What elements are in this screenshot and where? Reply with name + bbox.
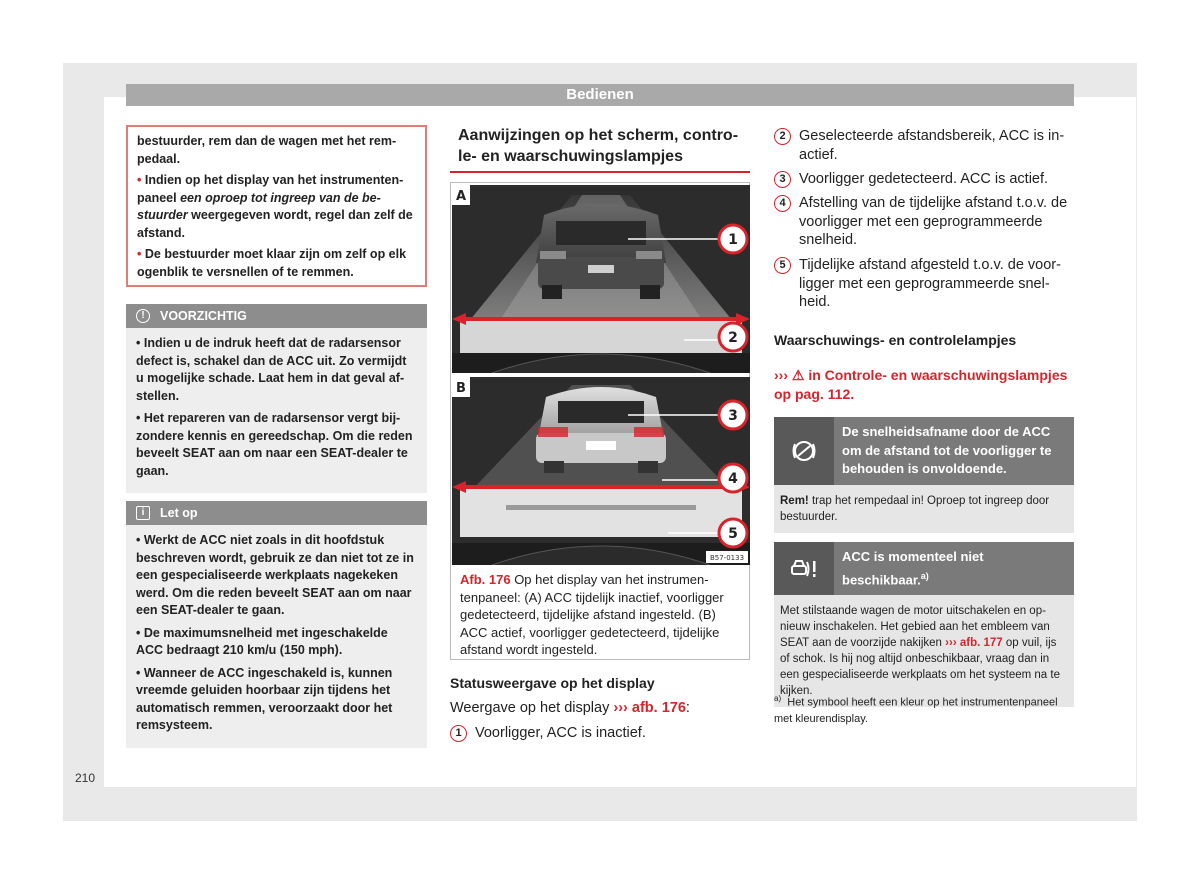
indicator-body-text: trap het rempedaal in! Oproep tot ingreep door bestuurder. (780, 494, 1050, 523)
status-item-3 (774, 170, 1074, 189)
footnote-mark: a) (774, 694, 782, 703)
ref-arrows: ››› (945, 637, 957, 650)
status-item-4 (774, 194, 1074, 250)
status-heading: Statusweergave op het display (450, 675, 655, 691)
warning-text: bestuurder, rem dan de wagen met het rempedaal. (137, 134, 397, 166)
note-bullet: • Werkt de ACC niet zoals in dit hoofdstuk beschreven wordt, gebruik ze dan niet tot ze in een gespecialiseerde werkplaats nagekeken werd. Om die reden beveelt SEAT aan om naar een SEAT-dealer te gaan. (136, 533, 414, 617)
caution-body (126, 328, 427, 493)
note-bullet-text: Wanneer de ACC ingeschakeld is, kunnen vreemde geluiden hoorbaar zijn tijdens het automatisch remmen, veroorzaakt door het remsysteem. (136, 665, 393, 732)
panel-label-b: B (456, 381, 466, 396)
indicator-body (774, 485, 1074, 533)
caution-bullet: • Indien u de indruk heeft dat de radarsensor defect is, schakel dan de ACC uit. Zo vermijdt u mogelijke schade. Laat hem in dat geval afstellen. (136, 336, 407, 403)
note-bullet-text: De maximumsnelheid met ingeschakelde ACC bedraagt 210 km/u (150 mph). (136, 625, 388, 657)
figure-panel-b (452, 377, 750, 565)
status-item-5 (774, 256, 1074, 312)
acc-unavailable-icon (774, 542, 834, 595)
ref-arrows: ››› (774, 367, 788, 383)
note-bullet: • Wanneer de ACC ingeschakeld is, kunnen vreemde geluiden hoorbaar zijn tijdens het automatisch remmen, veroorzaakt door het remsysteem. (136, 665, 393, 732)
note-bullet: • De maximumsnelheid met ingeschakelde ACC bedraagt 210 km/u (150 mph). (136, 625, 388, 657)
figure-panel-a (452, 185, 750, 373)
footnote (774, 691, 1074, 727)
ref-arrows: ››› (613, 700, 628, 716)
indicator-header (774, 542, 1074, 595)
section-title: Aanwijzingen op het scherm, controle- en waarschuwingslampjes (458, 127, 739, 165)
warning-bullet (137, 172, 416, 242)
acc-brake-icon (774, 417, 834, 485)
figure-link[interactable]: afb. 177 (956, 637, 1003, 650)
status-colon: : (685, 700, 690, 716)
callout-5: 5 (728, 526, 738, 542)
caution-bullet: • Het repareren van de radarsensor vergt bijzondere kennis en gereedschap. Om die reden beveelt SEAT aan om naar een SEAT-dealer te gaan. (136, 411, 413, 478)
number-badge: 5 (774, 257, 791, 274)
caution-box (126, 304, 427, 493)
warning-bullet-emphasis: een oproep tot ingreep van de bestuurder (137, 190, 381, 222)
warning-triangle-icon: ⚠ (791, 367, 805, 383)
lamps-heading: Waarschuwings- en controlelampjes (774, 332, 1017, 348)
status-item-2 (774, 127, 1074, 164)
lamps-link[interactable]: in Controle- en waarschuwingslampjes op pag. 112. (774, 367, 1068, 402)
indicator-body-bold: Rem! (780, 494, 809, 507)
info-icon: i (136, 506, 150, 520)
caution-bullet-text: Indien u de indruk heeft dat de radarsensor defect is, schakel dan de ACC uit. Zo vermijdt u mogelijke schade. Laat hem in dat geval afstellen. (136, 336, 407, 403)
status-intro (450, 699, 750, 718)
status-item-text: Voorligger, ACC is inactief. (475, 725, 646, 741)
note-box (126, 501, 427, 748)
note-title: Let op (160, 506, 198, 520)
figure-176 (450, 182, 750, 660)
number-badge: 4 (774, 195, 791, 212)
warning-bullet-text-end: weergegeven wordt, regel dan zelf de afstand. (137, 208, 413, 240)
bullet-icon: • (137, 173, 142, 187)
note-header (126, 501, 427, 525)
indicator-box-unavailable (774, 542, 1074, 707)
panel-label-a: A (455, 189, 467, 204)
callout-4: 4 (728, 471, 738, 487)
status-item-text: Tijdelijke afstand afgesteld t.o.v. de voorligger met een geprogrammeerde snelheid. (799, 257, 1061, 310)
lamps-reference (774, 366, 1074, 404)
figure-caption (460, 571, 742, 659)
indicator-body-text-end: op vuil, ijs of schok. Is hij nog altijd onbeschikbaar, vraag dan in een gespecialiseerde werkplaats om het systeem na te kijken. (780, 637, 1060, 698)
section-title-rule (450, 171, 750, 173)
caution-bullet-text: Het repareren van de radarsensor vergt bijzondere kennis en gereedschap. Om die reden beveelt SEAT aan om naar een SEAT-dealer te gaan. (136, 411, 413, 478)
status-intro-text: Weergave op het display (450, 700, 614, 716)
status-item-text: Voorligger gedetecteerd. ACC is actief. (799, 171, 1049, 187)
caution-icon: ! (136, 309, 150, 323)
note-bullet-text: Werkt de ACC niet zoals in dit hoofdstuk beschreven wordt, gebruik ze dan niet tot ze in een gespecialiseerde werkplaats nagekeken werd. Om die reden beveelt SEAT aan om naar een SEAT-dealer te gaan. (136, 533, 414, 617)
warning-continued-box (126, 125, 427, 287)
warning-bullet-text: De bestuurder moet klaar zijn om zelf op elk ogenblik te versnellen of te remmen. (137, 247, 407, 279)
caution-title: VOORZICHTIG (160, 309, 247, 323)
status-item-text: Afstelling van de tijdelijke afstand t.o.v. de voorligger met een geprogrammeerde snelheid. (799, 195, 1068, 248)
status-item-text: Geselecteerde afstandsbereik, ACC is inactief. (799, 128, 1065, 163)
warning-bullet (137, 246, 416, 281)
number-badge: 3 (774, 171, 791, 188)
figure-link[interactable]: afb. 176 (627, 700, 686, 716)
bullet-icon: • (137, 247, 142, 261)
note-body (126, 525, 427, 748)
figure-label: Afb. 176 (460, 572, 511, 587)
indicator-title: De snelheidsafname door de ACC om de afstand tot de voorligger te behouden is onvoldoende. (842, 424, 1052, 476)
figure-caption-text: Op het display van het instrumentenpaneel: (A) ACC tijdelijk inactief, voorligger gedetecteerd, tijdelijke afstand ingesteld. (B) ACC actief, voorligger gedetecteerd, tijdelijke afstand wordt ingesteld. (460, 572, 724, 657)
footnote-ref: a) (920, 570, 929, 581)
callout-3: 3 (728, 408, 738, 424)
callout-1: 1 (728, 232, 738, 248)
page-number: 210 (75, 771, 96, 785)
footnote-text: Het symbool heeft een kleur op het instrumentenpaneel met kleurendisplay. (774, 696, 1058, 725)
indicator-header (774, 417, 1074, 485)
indicator-title-text: ACC is momenteel niet beschikbaar. (842, 549, 984, 587)
caution-header (126, 304, 427, 328)
number-badge: 2 (774, 128, 791, 145)
status-item-1 (450, 724, 750, 743)
warning-bullet-text: Indien op het display van het instrumentenpaneel (137, 173, 404, 205)
indicator-box-brake (774, 417, 1074, 533)
indicator-title (834, 542, 1074, 595)
section-header: Bedienen (126, 84, 1074, 106)
figure-code: B57-0133 (709, 554, 745, 562)
indicator-body-text: Met stilstaande wagen de motor uitschakelen en opnieuw inschakelen. Het gebied aan het embleem van SEAT aan de voorzijde nakijken (780, 605, 1050, 650)
callout-2: 2 (728, 330, 738, 346)
number-badge: 1 (450, 725, 467, 742)
